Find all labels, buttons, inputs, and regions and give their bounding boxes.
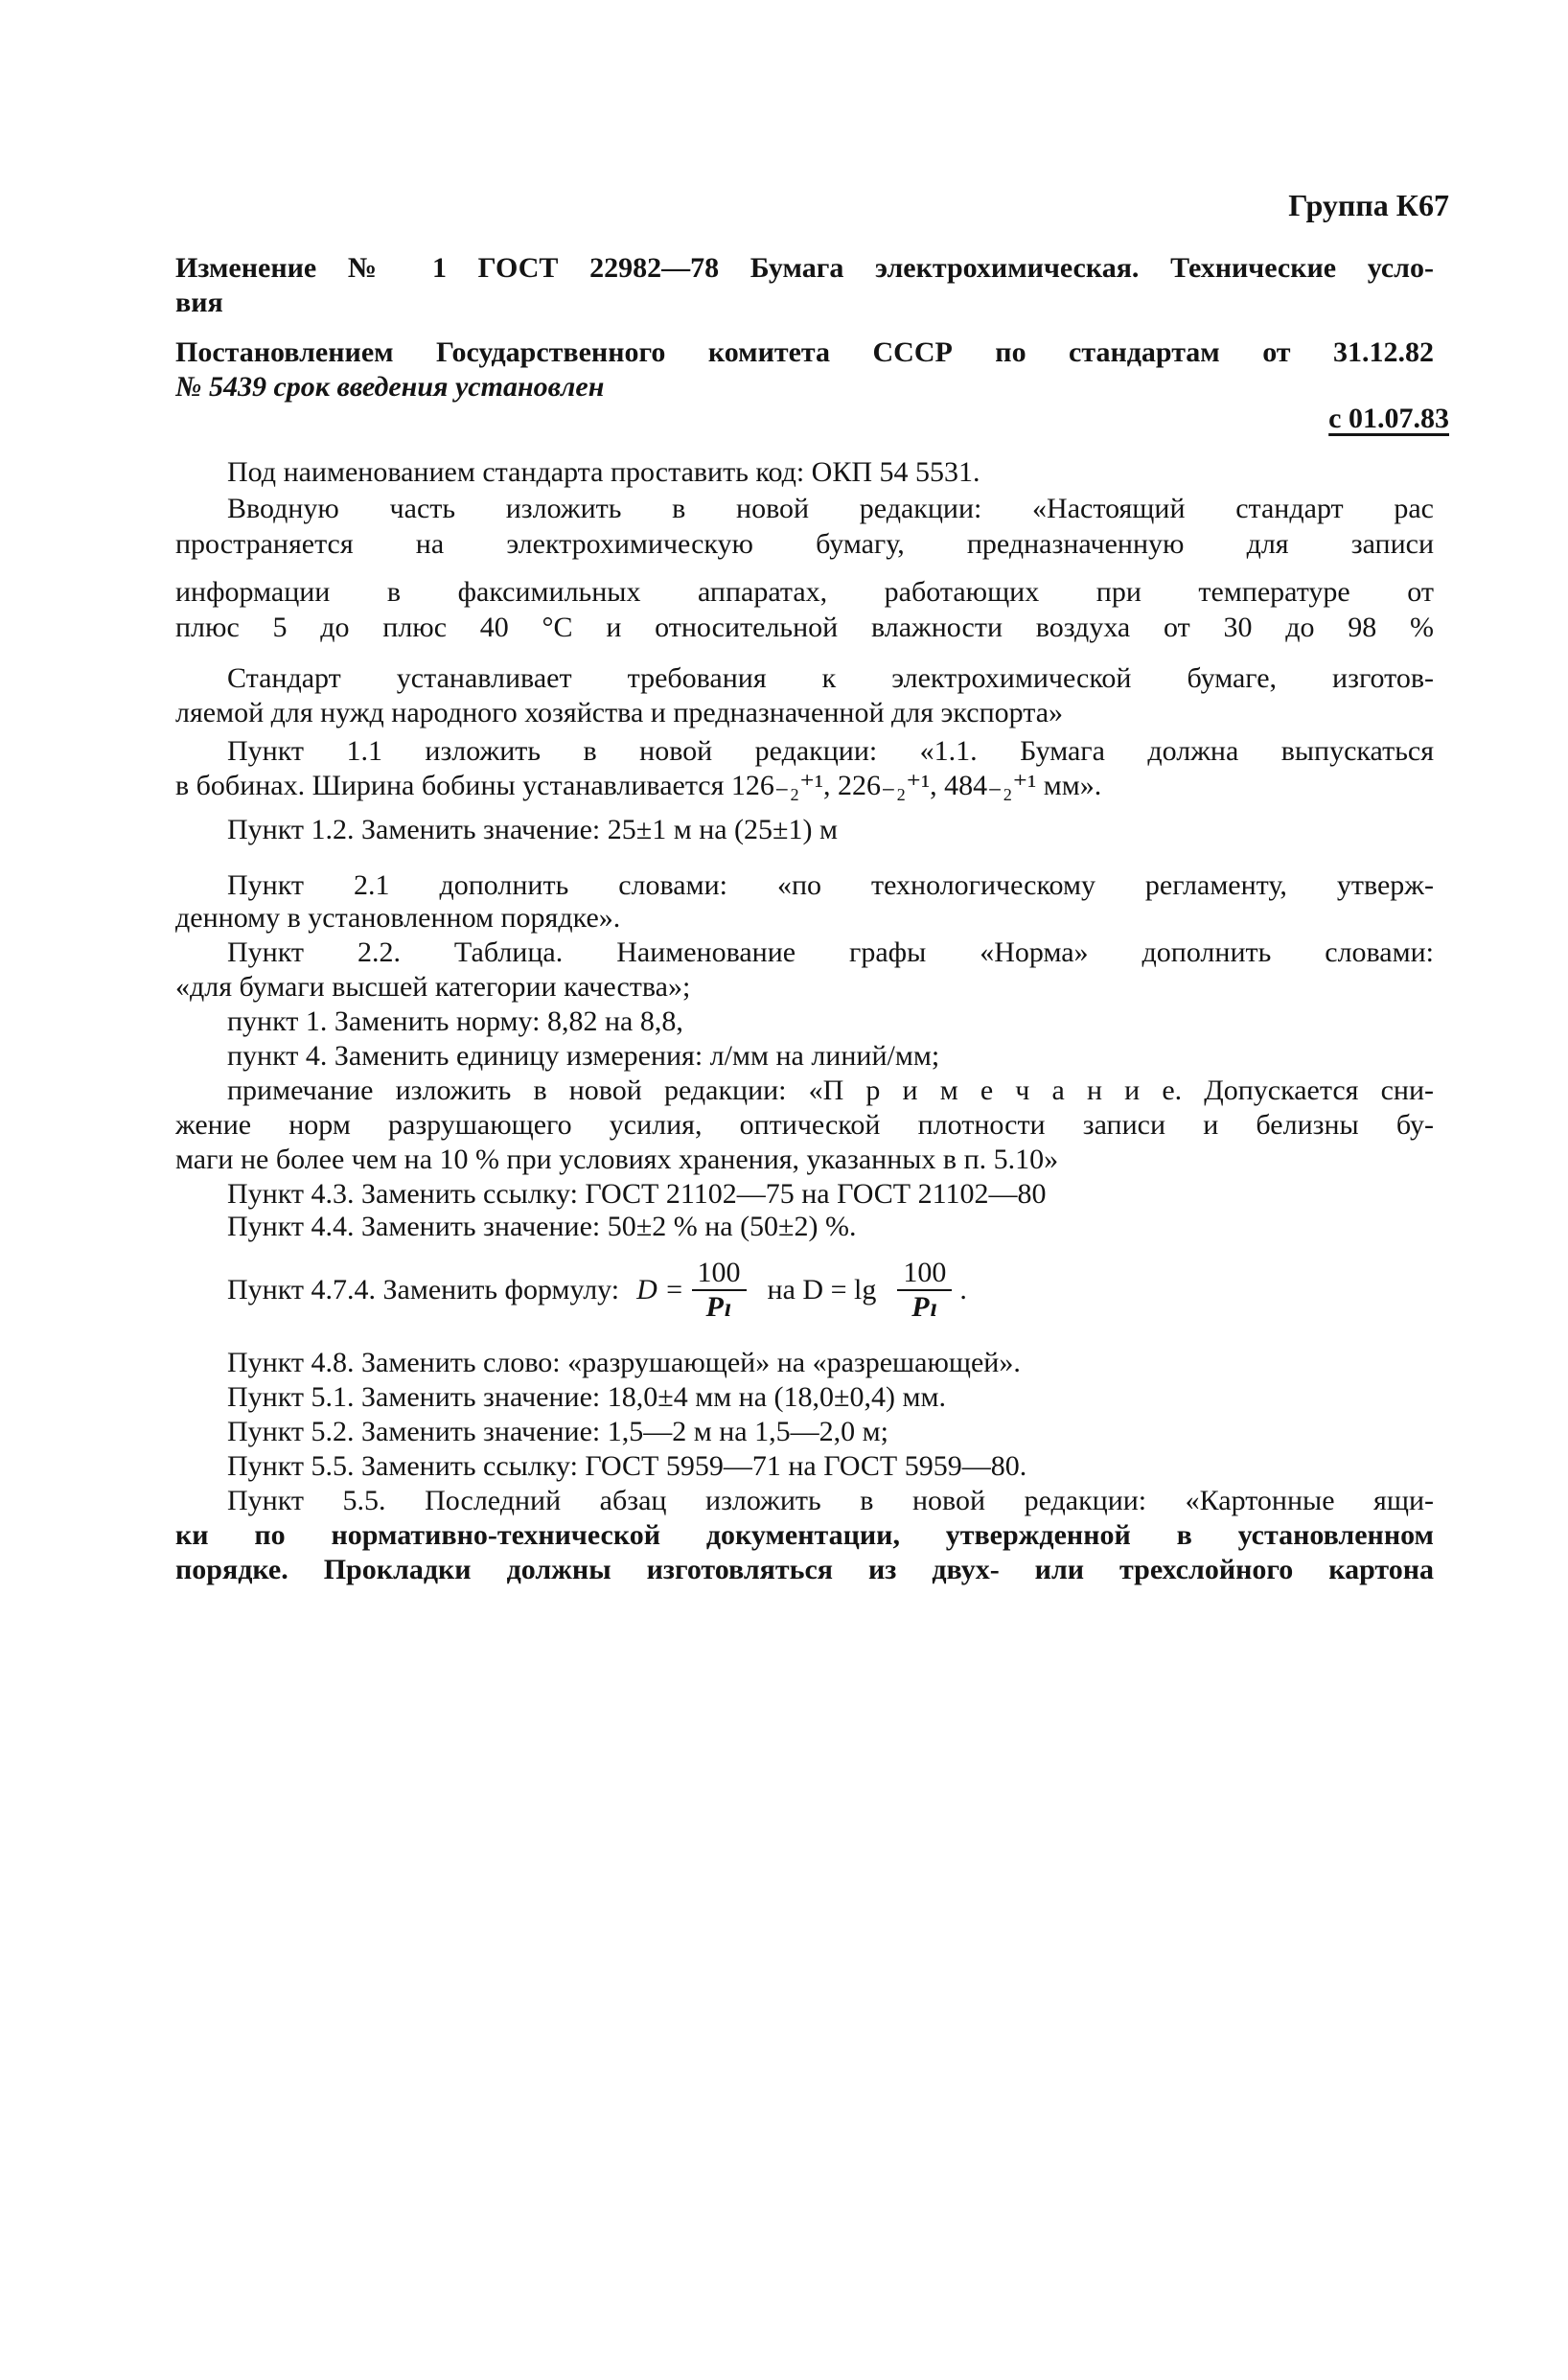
body-line: пункт 4. Заменить единицу измерения: л/мм на линий/мм; — [227, 1040, 940, 1072]
effective-date: с 01.07.83 — [1328, 403, 1449, 434]
resolution-line-1: Постановлением Государственного комитета СССР по стандартам от 31.12.82 — [175, 336, 1434, 368]
body-line: «для бумаги высшей категории качества»; — [175, 971, 691, 1003]
formula-prefix: Пункт 4.7.4. Заменить формулу: — [227, 1274, 620, 1306]
body-line: Пункт 5.1. Заменить значение: 18,0±4 мм на (18,0±0,4) мм. — [227, 1381, 946, 1413]
body-line: ляемой для нужд народного хозяйства и предназначенной для экспорта» — [175, 697, 1064, 728]
formula-numerator-2: 100 — [897, 1257, 952, 1291]
body-line: Пункт 2.1 дополнить словами: «по технологическому регламенту, утверж- — [227, 869, 1434, 901]
formula-lhs: D = — [636, 1274, 684, 1306]
formula-fraction-2 — [897, 1257, 952, 1324]
title-line-1: Изменение № 1 ГОСТ 22982—78 Бумага электрохимическая. Технические усло- — [175, 252, 1434, 284]
body-line: маги не более чем на 10 % при условиях хранения, указанных в п. 5.10» — [175, 1144, 1059, 1175]
body-line: жение норм разрушающего усилия, оптической плотности записи и белизны бу- — [175, 1109, 1434, 1141]
body-line: плюс 5 до плюс 40 °С и относительной влажности воздуха от 30 до 98 % — [175, 612, 1434, 643]
formula-numerator-1: 100 — [692, 1257, 747, 1291]
body-line: Пункт 1.1 изложить в новой редакции: «1.1. Бумага должна выпускаться — [227, 735, 1434, 767]
body-line: Пункт 4.8. Заменить слово: «разрушающей» на «разрешающей». — [227, 1347, 1021, 1378]
body-line: Вводную часть изложить в новой редакции: «Настоящий стандарт рас — [227, 493, 1434, 524]
body-line: ки по нормативно-технической документации, утвержденной в установленном — [175, 1519, 1434, 1551]
formula-denominator-1: Pₗ — [705, 1291, 732, 1323]
body-line: Пункт 5.5. Последний абзац изложить в новой редакции: «Картонные ящи- — [227, 1485, 1434, 1516]
body-line: Стандарт устанавливает требования к электрохимической бумаге, изготов- — [227, 662, 1434, 694]
resolution-line-2: № 5439 срок введения установлен — [175, 371, 605, 403]
title-line-2: вия — [175, 287, 223, 318]
body-line: Пункт 1.2. Заменить значение: 25±1 м на (25±1) м — [227, 814, 838, 845]
body-line: пункт 1. Заменить норму: 8,82 на 8,8, — [227, 1005, 683, 1037]
body-line: пространяется на электрохимическую бумагу, предназначенную для записи — [175, 528, 1434, 560]
body-line: Под наименованием стандарта проставить код: ОКП 54 5531. — [227, 456, 980, 488]
body-line: Пункт 4.4. Заменить значение: 50±2 % на (50±2) %. — [227, 1211, 857, 1242]
body-line: Пункт 2.2. Таблица. Наименование графы «Норма» дополнить словами: — [227, 936, 1434, 968]
body-line: Пункт 5.5. Заменить ссылку: ГОСТ 5959—71 на ГОСТ 5959—80. — [227, 1450, 1027, 1482]
body-line: денному в установленном порядке». — [175, 902, 621, 934]
body-line: Пункт 5.2. Заменить значение: 1,5—2 м на 1,5—2,0 м; — [227, 1416, 888, 1447]
formula-fraction-1 — [692, 1257, 747, 1324]
body-line: в бобинах. Ширина бобины устанавливается 126₋₂⁺¹, 226₋₂⁺¹, 484₋₂⁺¹ мм». — [175, 770, 1102, 801]
body-line: порядке. Прокладки должны изготовляться из двух- или трехслойного картона — [175, 1554, 1434, 1585]
formula-denominator-2: Pₗ — [911, 1291, 938, 1323]
body-line: Пункт 4.3. Заменить ссылку: ГОСТ 21102—75 на ГОСТ 21102—80 — [227, 1178, 1047, 1210]
formula-suffix: . — [959, 1274, 967, 1306]
group-label: Группа К67 — [1288, 188, 1449, 222]
formula-middle: на D = lg — [767, 1274, 877, 1306]
body-line: примечание изложить в новой редакции: «П р и м е ч а н и е. Допускается сни- — [227, 1074, 1434, 1106]
formula-line — [227, 1252, 1434, 1329]
body-line: информации в факсимильных аппаратах, работающих при температуре от — [175, 576, 1434, 608]
